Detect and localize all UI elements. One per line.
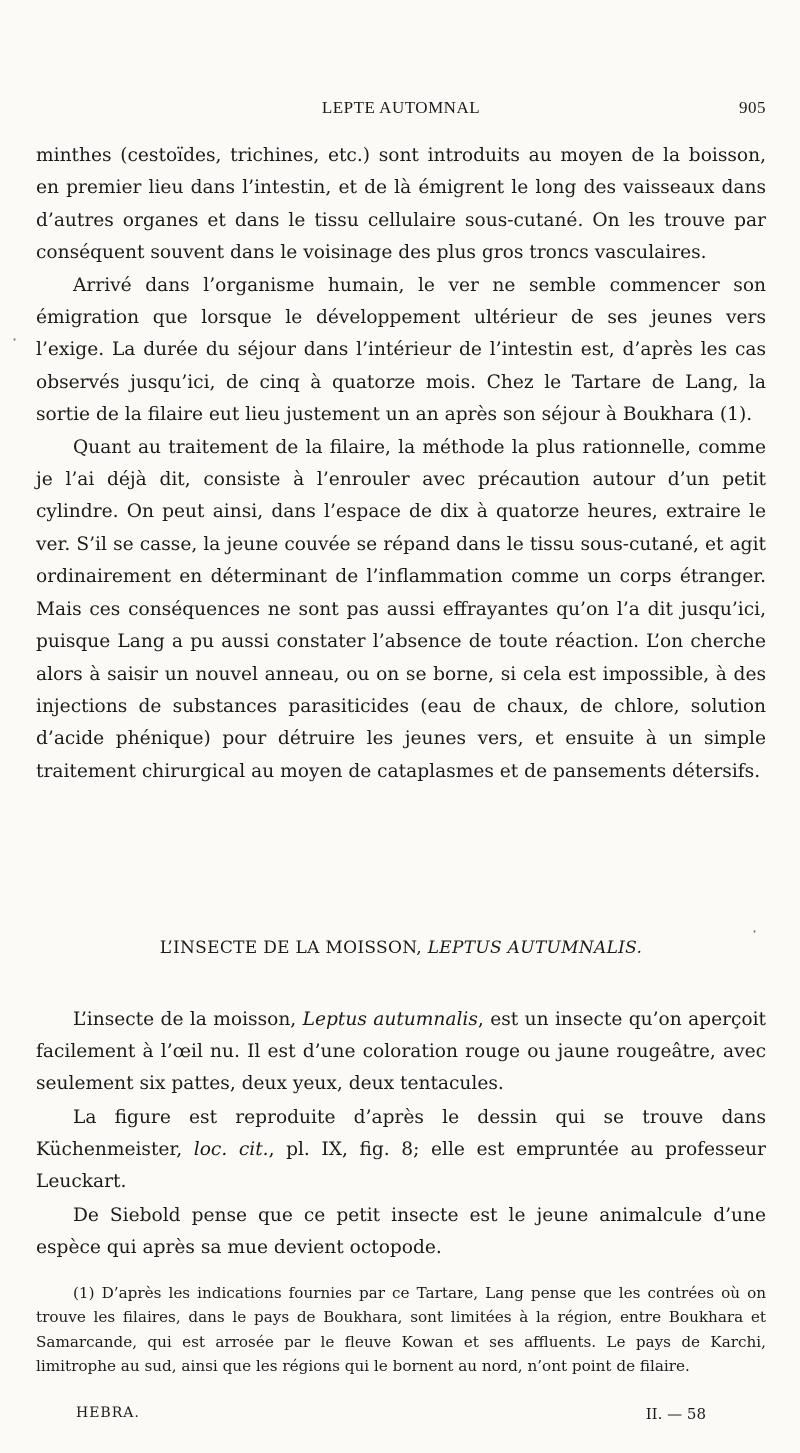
section-heading-text: L’INSECTE DE LA MOISSON, — [159, 938, 428, 958]
running-title: LEPTE AUTOMNAL — [321, 98, 481, 117]
footnotes — [36, 1281, 766, 1378]
section-text — [36, 1004, 766, 1266]
paragraph-siebold: De Siebold pense que ce petit insecte est le jeune animalcule d’une espèce qui après sa mue devient octopode. — [36, 1205, 766, 1258]
margin-dot: · — [12, 330, 18, 349]
paragraph-insect-description — [36, 1004, 766, 1100]
margin-dot: · — [752, 922, 758, 941]
text-run: La figure est reproduite d’après le dessin qui se trouve dans Küchenmeister, — [36, 1107, 766, 1160]
paragraph-figure-source — [36, 1102, 766, 1198]
citation: loc. cit. — [193, 1139, 269, 1160]
signature-author: HEBRA. — [76, 1405, 140, 1421]
signature-line — [76, 1405, 706, 1427]
text-run: L’insecte de la moisson, — [73, 1009, 303, 1030]
signature-volume: II. — 58 — [645, 1405, 706, 1423]
section-heading — [36, 938, 766, 958]
text-run: , est un insecte qu’on aperçoit facilement à l’œil nu. Il est d’une coloration rouge ou jaune rougeâtre, avec seulement six pattes, deux yeux, deux tentacules. — [36, 1009, 766, 1094]
latin-name: Leptus autumnalis — [302, 1009, 478, 1030]
paragraph-treatment: Quant au traitement de la filaire, la méthode la plus rationnelle, comme je l’ai déjà dit, consiste à l’enrouler avec précaution autour d’un petit cylindre. On peut ainsi, dans l’espace de dix à quatorze heures, extraire le ver. S’il se casse, la jeune couvée se répand dans le tissu sous-cutané, et agit ordinairement en déterminant de l’inflammation comme un corps étranger. Mais ces conséquences ne sont pas aussi effrayantes qu’on l’a dit jusqu’ici, puisque Lang a pu aussi constater l’absence de toute réaction. L’on cherche alors à saisir un nouvel anneau, ou on se borne, si cela est impossible, à des injections de substances parasiticides (eau de chaux, de chlore, solution d’acide phénique) pour détruire les jeunes vers, et ensuite à un simple traitement chirurgical au moyen de cataplasmes et de pansements détersifs. — [36, 436, 766, 782]
section-heading-latin: LEPTUS AUTUMNALIS. — [427, 938, 643, 958]
paragraph-emigration: Arrivé dans l’organisme humain, le ver ne semble commencer son émigration que lorsque le développement ultérieur de ses jeunes vers l’exige. La durée du séjour dans l’intérieur de l’intestin est, d’après les cas observés jusqu’ici, de cinq à quatorze mois. Chez le Tartare de Lang, la sortie de la filaire eut lieu justement un an après son séjour à Boukhara (1). — [36, 274, 766, 426]
paragraph-continuation: minthes (cestoïdes, trichines, etc.) sont introduits au moyen de la boisson, en premier lieu dans l’intestin, et de là émigrent le long des vaisseaux dans d’autres organes et dans le tissu cellulaire sous-cutané. On les trouve par conséquent souvent dans le voisinage des plus gros troncs vasculaires. — [36, 145, 766, 264]
page-number: 905 — [739, 98, 766, 117]
text-run: , pl. IX, fig. 8; elle est empruntée au professeur Leuckart. — [36, 1139, 766, 1192]
running-head — [36, 98, 766, 122]
footnote-1: (1) D’après les indications fournies par ce Tartare, Lang pense que les contrées où on trouve les filaires, dans le pays de Boukhara, sont limitées à la région, entre Boukhara et Samarcande, qui est arrosée par le fleuve Kowan et ses affluents. Le pays de Karchi, limitrophe au sud, ainsi que les régions qui le bornent au nord, n’ont point de filaire. — [36, 1284, 766, 1375]
body-text — [36, 140, 766, 788]
